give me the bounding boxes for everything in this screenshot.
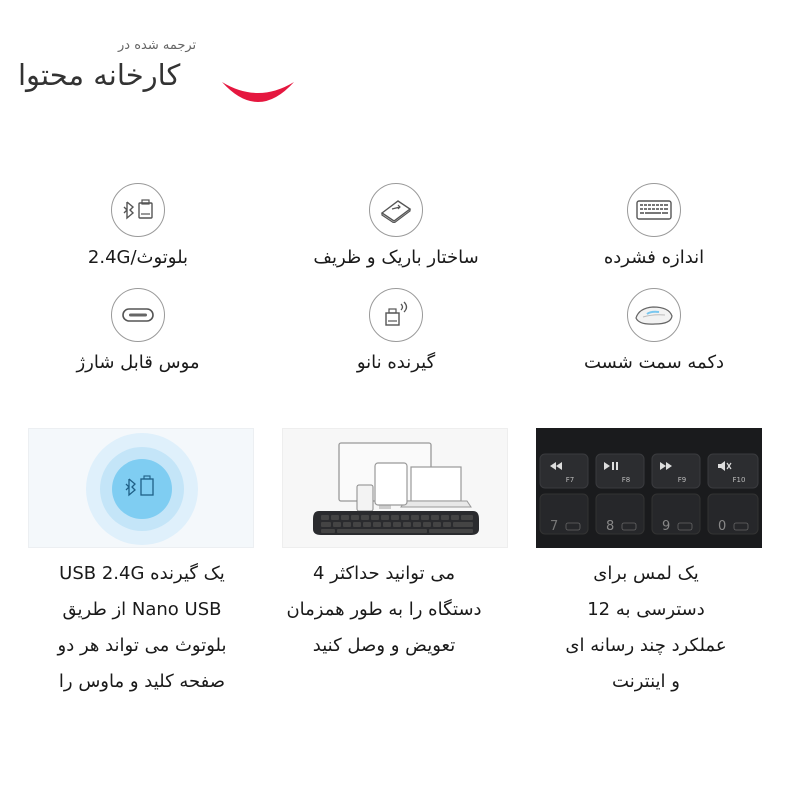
description-line: Nano USB از طریق (62, 599, 222, 620)
description-line: دسترسی به 12 (587, 599, 705, 620)
feature-label: موس قابل شارژ (76, 352, 200, 373)
bluetooth-usb-icon (111, 183, 165, 237)
feature-label: ساختار باریک و ظریف (313, 247, 479, 268)
feature-label: اندازه فشرده (603, 247, 705, 268)
brand-logo (18, 34, 288, 104)
num-key-label: 8 (606, 519, 615, 534)
description-line: صفحه کلید و ماوس را (58, 671, 226, 692)
description-line: و اینترنت (612, 671, 680, 692)
description-left (22, 556, 262, 700)
fn-key-label: F10 (732, 476, 746, 484)
brand-name: کارخانه محتوا (18, 58, 181, 92)
num-key-label: 0 (718, 519, 727, 534)
fn-key-label: F7 (565, 476, 575, 484)
brand-arc-icon (218, 74, 298, 114)
feature-thumb-button (534, 288, 774, 373)
media-keys-image (536, 428, 762, 548)
feature-rechargeable (18, 288, 258, 373)
feature-slim (276, 183, 516, 268)
brand-tagline: ترجمه شده در (118, 38, 197, 53)
description-line: یک لمس برای (593, 563, 699, 584)
feature-label: دکمه سمت شست (583, 352, 725, 373)
description-line: دستگاه را به طور همزمان (286, 599, 482, 620)
feature-nano-receiver (276, 288, 516, 373)
num-key-label: 7 (550, 519, 559, 534)
usb-c-icon (111, 288, 165, 342)
slim-keyboard-icon (369, 183, 423, 237)
multi-device-image (282, 428, 508, 548)
feature-bluetooth (18, 183, 258, 268)
bluetooth-receiver-image (28, 428, 254, 548)
description-line: عملکرد چند رسانه ای (565, 635, 727, 656)
description-line: بلوتوث می تواند هر دو (57, 635, 227, 656)
num-key-label: 9 (662, 519, 671, 534)
feature-label: گیرنده نانو (356, 352, 436, 373)
feature-compact (534, 183, 774, 268)
nano-receiver-icon (369, 288, 423, 342)
fn-key-label: F8 (621, 476, 631, 484)
description-line: یک گیرنده USB 2.4G (59, 563, 225, 584)
description-line: می توانید حداکثر 4 (313, 563, 455, 584)
description-line: تعویض و وصل کنید (312, 635, 456, 656)
feature-label: بلوتوث/2.4G (87, 247, 189, 268)
fn-key-label: F9 (677, 476, 687, 484)
description-right (526, 556, 766, 700)
description-middle (264, 556, 504, 664)
compact-keyboard-icon (627, 183, 681, 237)
mouse-thumb-button-icon (627, 288, 681, 342)
